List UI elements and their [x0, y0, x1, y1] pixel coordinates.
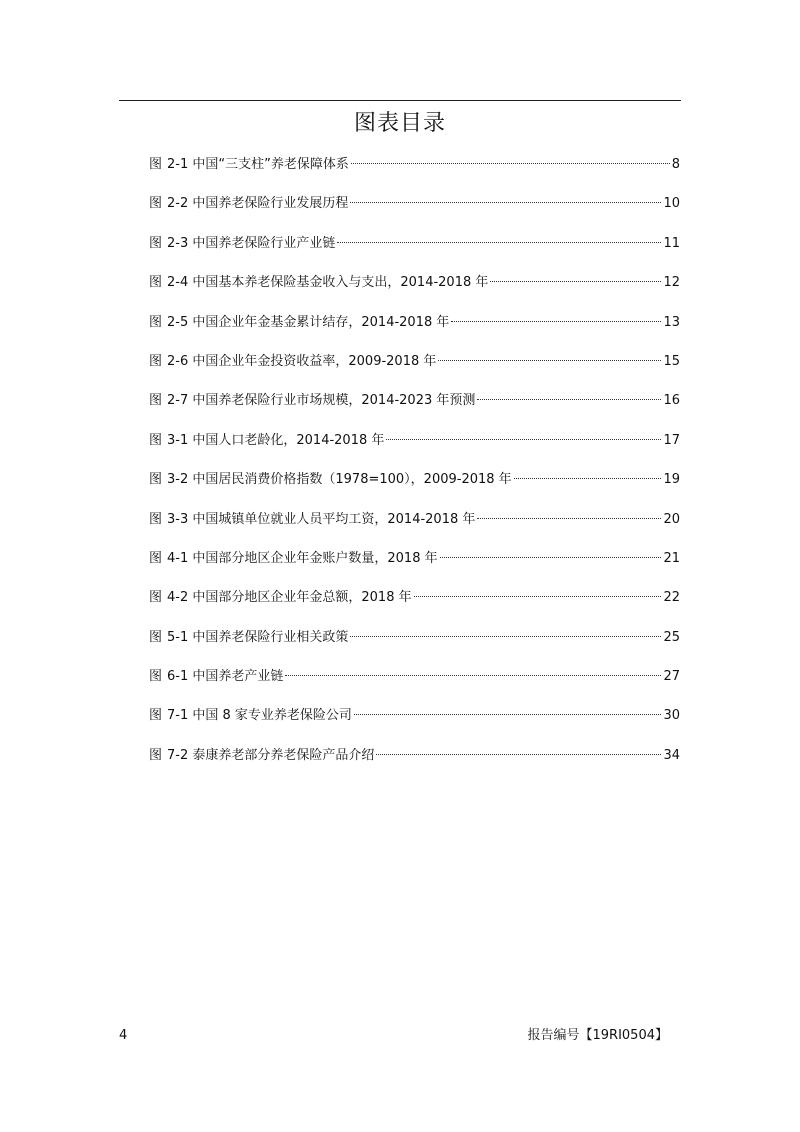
dot-leader [490, 281, 661, 282]
toc-page-number: 10 [663, 196, 680, 212]
toc-entry-label [149, 349, 436, 375]
toc-page-number: 11 [663, 235, 680, 251]
dot-leader [285, 675, 661, 676]
toc-entry-label [149, 310, 449, 336]
toc-entry[interactable] [149, 152, 680, 191]
toc-entry[interactable] [149, 428, 680, 467]
dot-leader [350, 202, 661, 203]
dot-leader [351, 163, 670, 164]
toc-entry-label [149, 428, 384, 454]
toc-page-number: 22 [663, 590, 680, 606]
footer-page-number: 4 [119, 1028, 128, 1043]
toc-entry-label [149, 507, 475, 533]
figure-title: 2-7 中国养老保险行业市场规模，2014-2023 年预测 [167, 393, 476, 409]
figure-list [149, 152, 680, 782]
toc-entry-label [149, 191, 348, 217]
dot-leader [438, 360, 661, 361]
figure-title: 7-2 泰康养老部分养老保险产品介绍 [167, 747, 375, 763]
toc-entry-label [149, 388, 475, 414]
toc-entry[interactable] [149, 703, 680, 742]
figure-title: 3-3 中国城镇单位就业人员平均工资，2014-2018 年 [167, 511, 476, 527]
figure-prefix: 图 [149, 235, 163, 251]
dot-leader [514, 478, 662, 479]
figure-prefix: 图 [149, 629, 163, 645]
toc-entry[interactable] [149, 664, 680, 703]
toc-entry[interactable] [149, 231, 680, 270]
figure-title: 3-1 中国人口老龄化，2014-2018 年 [167, 432, 385, 448]
figure-title: 2-5 中国企业年金基金累计结存，2014-2018 年 [167, 314, 450, 330]
figure-prefix: 图 [149, 472, 163, 488]
toc-page-number: 27 [663, 669, 680, 685]
toc-entry[interactable] [149, 349, 680, 388]
figure-title: 2-3 中国养老保险行业产业链 [167, 235, 336, 251]
toc-entry[interactable] [149, 191, 680, 230]
dot-leader [477, 518, 661, 519]
footer-report-code: 报告编号【19RI0504】 [527, 1028, 668, 1043]
toc-entry[interactable] [149, 310, 680, 349]
page-title: 图表目录 [353, 111, 446, 136]
dot-leader [376, 754, 661, 755]
toc-entry-label [149, 743, 374, 769]
figure-prefix: 图 [149, 669, 163, 685]
toc-entry[interactable] [149, 546, 680, 585]
figure-prefix: 图 [149, 511, 163, 527]
toc-page-number: 13 [663, 314, 680, 330]
toc-page-number: 15 [663, 353, 680, 369]
toc-entry-label [149, 664, 283, 690]
figure-prefix: 图 [149, 432, 163, 448]
figure-prefix: 图 [149, 747, 163, 763]
toc-entry-label [149, 625, 348, 651]
toc-entry[interactable] [149, 388, 680, 427]
dot-leader [451, 321, 661, 322]
toc-page-number: 21 [663, 550, 680, 566]
toc-entry-label [149, 546, 438, 572]
dot-leader [354, 714, 662, 715]
toc-page-number: 20 [663, 511, 680, 527]
figure-title: 2-4 中国基本养老保险基金收入与支出，2014-2018 年 [167, 275, 489, 291]
figure-prefix: 图 [149, 196, 163, 212]
figure-title: 6-1 中国养老产业链 [167, 669, 284, 685]
toc-page-number: 30 [663, 708, 680, 724]
figure-prefix: 图 [149, 590, 163, 606]
toc-entry[interactable] [149, 507, 680, 546]
figure-prefix: 图 [149, 157, 163, 172]
toc-page-number: 17 [663, 432, 680, 448]
figure-prefix: 图 [149, 708, 163, 724]
figure-title: 2-6 中国企业年金投资收益率，2009-2018 年 [167, 353, 437, 369]
toc-entry[interactable] [149, 625, 680, 664]
figure-prefix: 图 [149, 550, 163, 566]
figure-title: 7-1 中国 8 家专业养老保险公司 [167, 708, 352, 724]
toc-entry-label [149, 585, 412, 611]
figure-title: 2-1 中国“三支柱”养老保障体系 [167, 157, 349, 172]
toc-entry[interactable] [149, 467, 680, 506]
toc-entry-label [149, 270, 488, 296]
toc-entry-label [149, 152, 349, 178]
toc-entry-label [149, 467, 512, 493]
dot-leader [350, 636, 661, 637]
figure-prefix: 图 [149, 275, 163, 291]
dot-leader [337, 242, 661, 243]
toc-page-number: 12 [663, 275, 680, 291]
dot-leader [477, 399, 661, 400]
figure-title: 4-1 中国部分地区企业年金账户数量，2018 年 [167, 550, 438, 566]
dot-leader [386, 439, 661, 440]
toc-page-number: 25 [663, 629, 680, 645]
dot-leader [440, 557, 662, 558]
toc-page-number: 34 [663, 747, 680, 763]
figure-title: 2-2 中国养老保险行业发展历程 [167, 196, 349, 212]
toc-entry[interactable] [149, 743, 680, 782]
figure-prefix: 图 [149, 393, 163, 409]
toc-page-number: 8 [671, 157, 680, 172]
toc-page-number: 19 [663, 472, 680, 488]
figure-title: 3-2 中国居民消费价格指数（1978=100），2009-2018 年 [167, 472, 512, 488]
figure-title: 5-1 中国养老保险行业相关政策 [167, 629, 349, 645]
toc-page-number: 16 [663, 393, 680, 409]
dot-leader [414, 596, 662, 597]
toc-entry-label [149, 703, 352, 729]
toc-entry-label [149, 231, 335, 257]
figure-prefix: 图 [149, 314, 163, 330]
figure-prefix: 图 [149, 353, 163, 369]
toc-entry[interactable] [149, 585, 680, 624]
figure-title: 4-2 中国部分地区企业年金总额，2018 年 [167, 590, 412, 606]
header-rule [119, 100, 681, 101]
toc-entry[interactable] [149, 270, 680, 309]
